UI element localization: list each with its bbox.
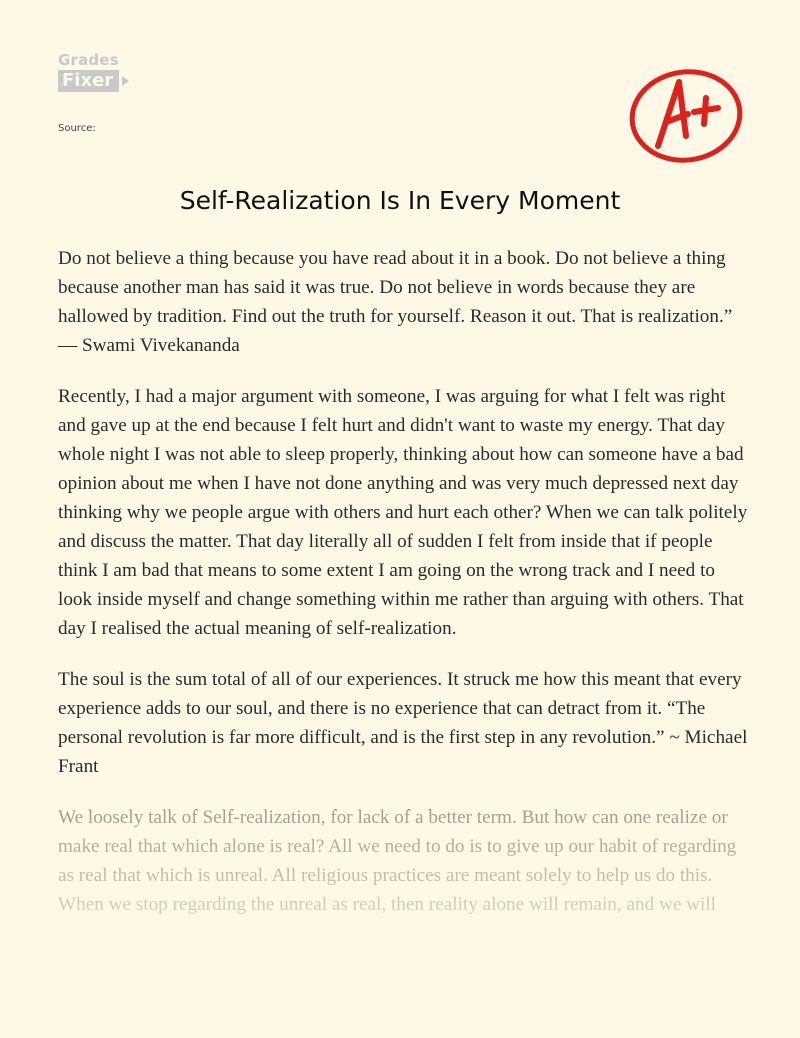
paragraph-2: Recently, I had a major argument with someone, I was arguing for what I felt was right and gave up at the end because I felt hurt and didn't want to waste my energy. That day whole night I was not able to sleep properly, thinking about how can someone have a bad opinion about me when I have not done anything and was very much depressed next day thinking why we people argue with others and hurt each other? When we can talk politely and discuss the matter. That day literally all of sudden I felt from inside that if people think I am bad that means to some extent I am going on the wrong track and I need to look inside myself and change something within me rather than arguing with others. That day I realised the actual meaning of self-realization. — [58, 386, 748, 639]
grade-plus-sign — [694, 98, 718, 124]
paragraph-3: The soul is the sum total of all of our experiences. It struck me how this meant that every experience adds to our soul, and there is no experience that can detract from it. “The personal revolution is far more difficult, and is the first step in any revolution.” ~ Michael Frant — [58, 669, 748, 777]
grade-letter-a — [658, 82, 688, 146]
paragraph-1: Do not believe a thing because you have read about it in a book. Do not believe a thing because another man has said it was true. Do not believe in words because they are hallowed by tradition. Find out the truth for yourself. Reason it out. That is realization.” — Swami Vivekananda — [58, 248, 733, 356]
page-title: Self-Realization Is In Every Moment — [179, 186, 621, 215]
logo-box-text — [58, 70, 119, 92]
gradesfixer-logo[interactable] — [58, 52, 168, 102]
grade-a-plus-icon — [624, 62, 752, 166]
source-label: Source: — [58, 123, 96, 134]
logo-arrow-icon — [122, 76, 129, 86]
logo-box-label: Fixer — [62, 70, 114, 91]
logo-top-text: Grades — [58, 51, 119, 69]
content-fade-overlay — [0, 810, 800, 1038]
